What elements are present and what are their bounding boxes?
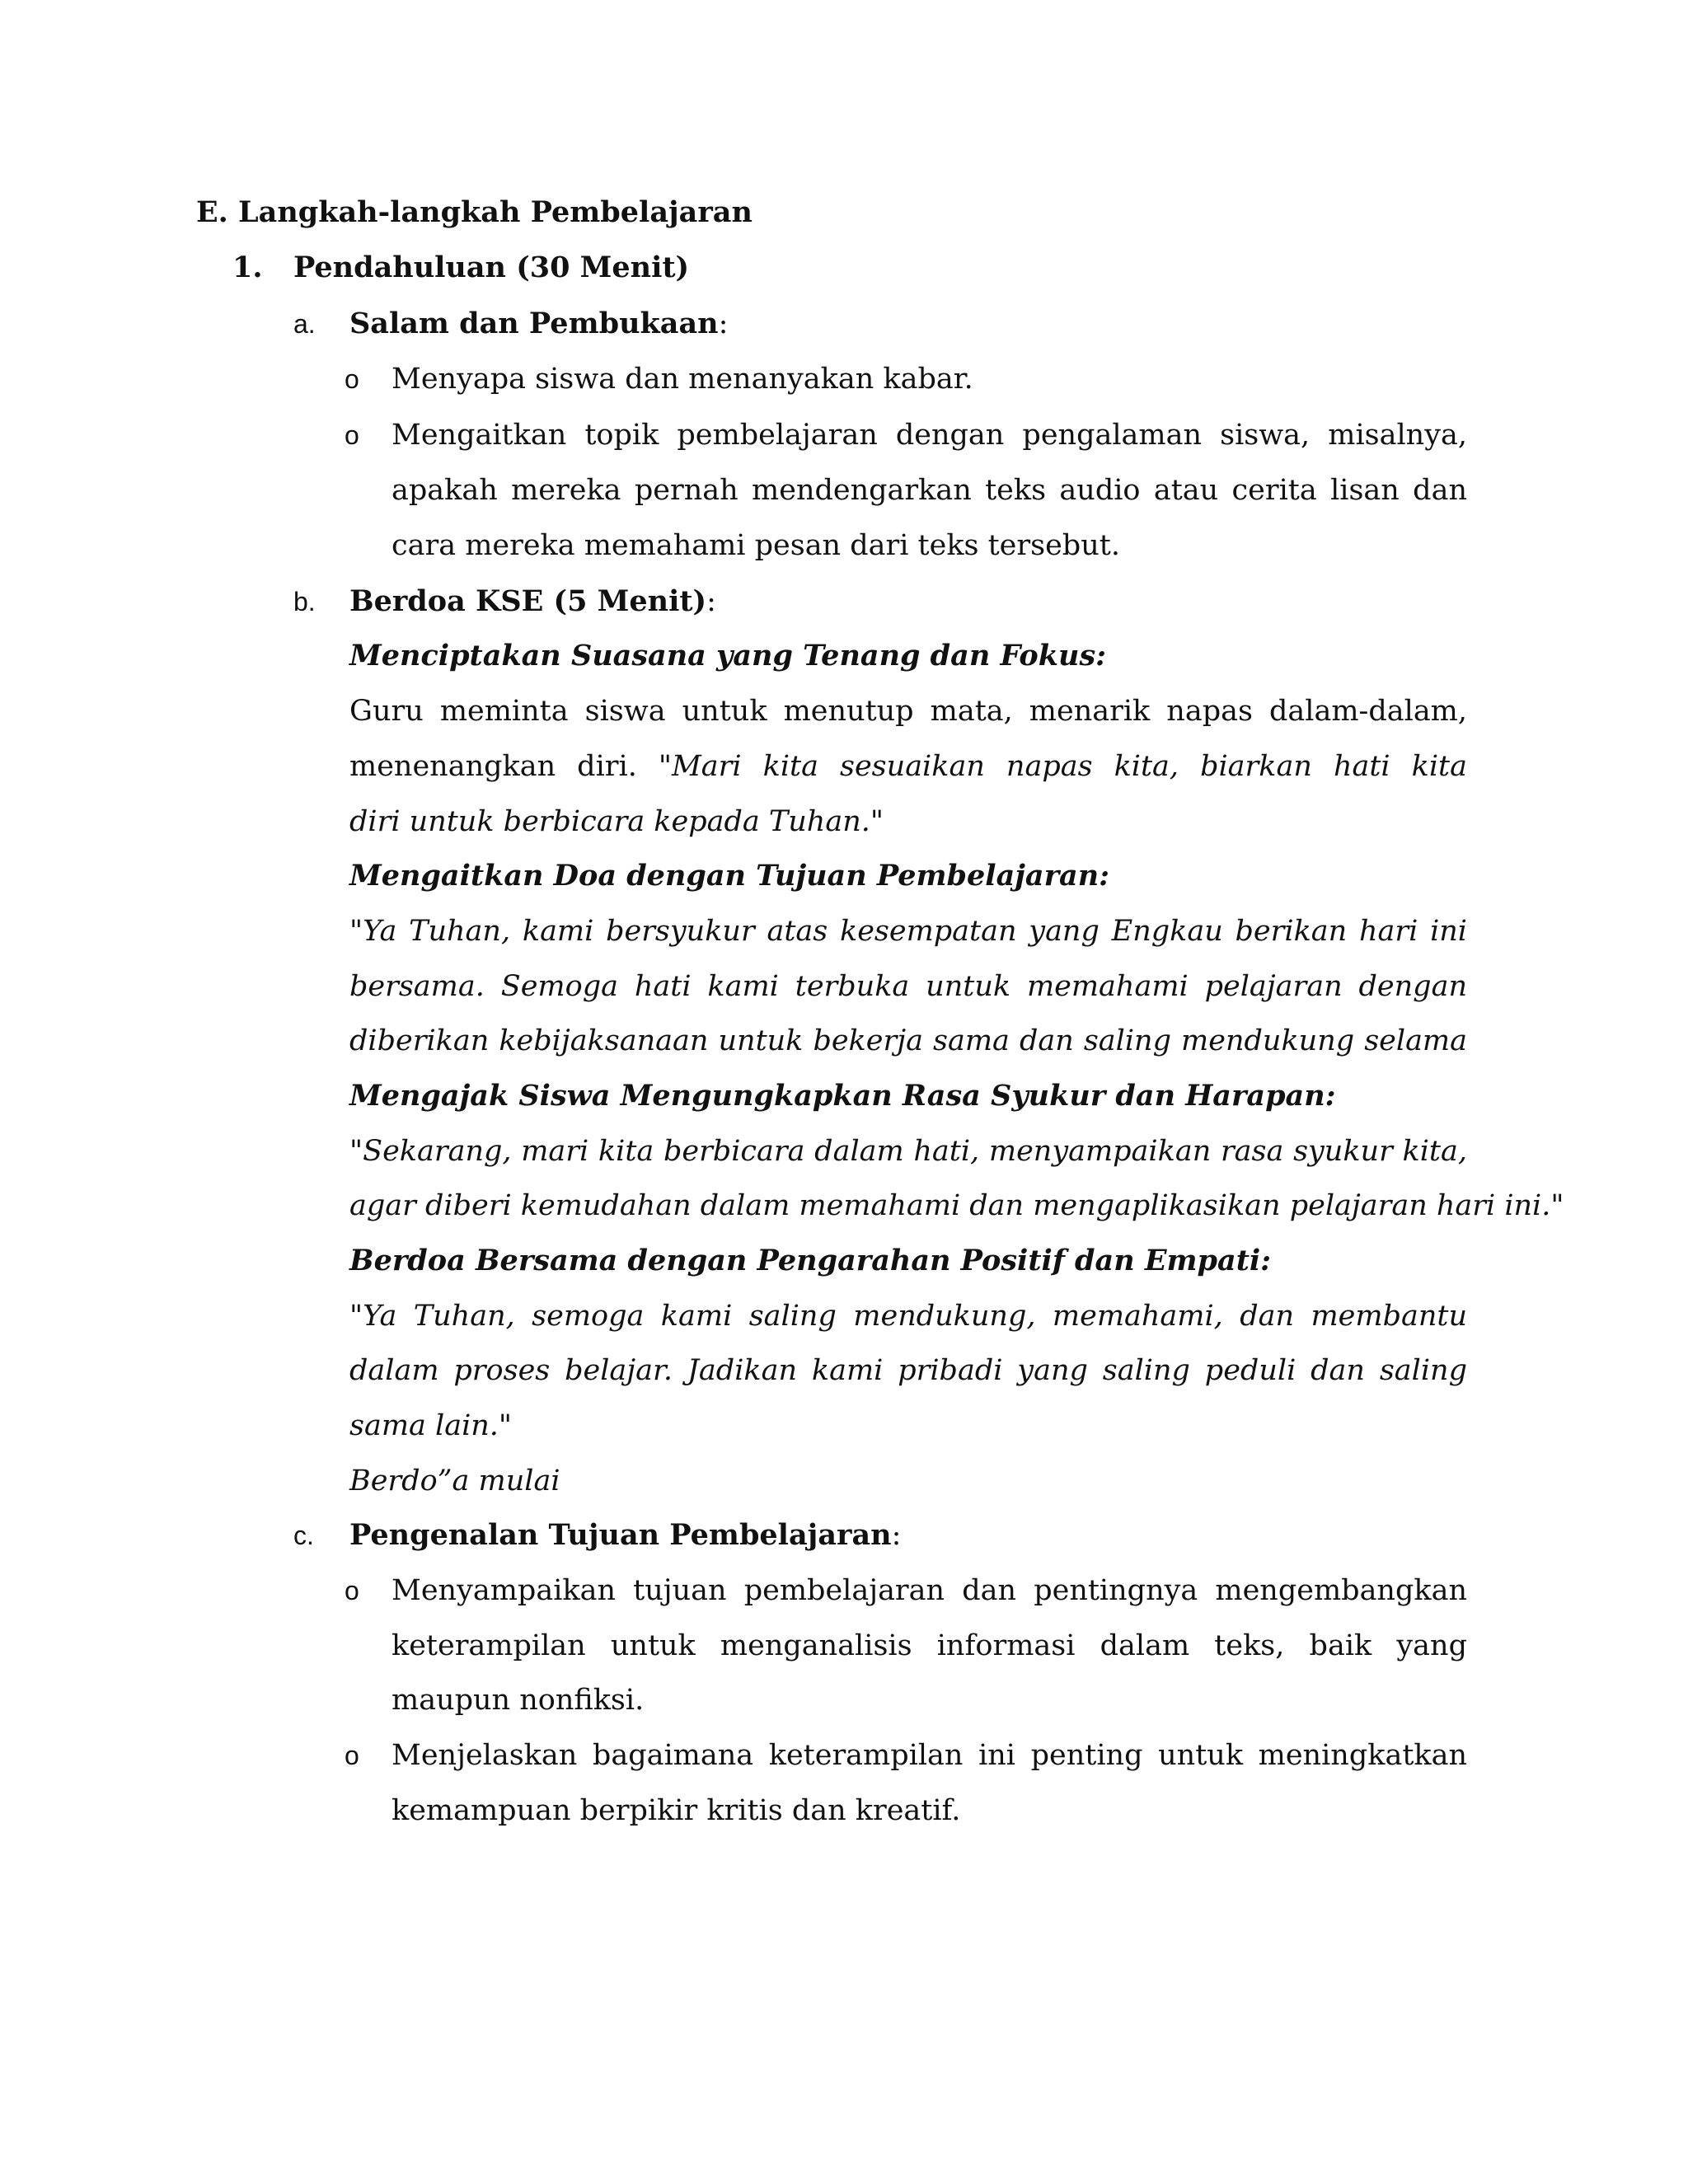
subitem-marker: b. <box>293 587 316 616</box>
paragraph-text: menenangkan diri. " <box>349 750 672 783</box>
bullet-text: Menyapa siswa dan menanyakan kabar. <box>392 363 973 396</box>
subitem-title: Salam dan Pembukaan <box>349 307 719 340</box>
subitem-colon: : <box>891 1519 902 1552</box>
bullet-text-line: Mengaitkan topik pembelajaran dengan pengalaman siswa, misalnya, <box>392 419 1467 452</box>
quote-line: dalam proses belajar. Jadikan kami pribadi yang saling peduli dan saling <box>349 1354 1467 1387</box>
quote-text: Mari kita sesuaikan napas kita, biarkan hati kita <box>671 750 1467 783</box>
quote-line: "Ya Tuhan, semoga kami saling mendukung, memahami, dan membantu <box>349 1300 1467 1333</box>
bullet-marker: o <box>345 1741 359 1770</box>
quote-line: diri untuk berbicara kepada Tuhan." <box>349 805 884 838</box>
subitem-heading <box>349 581 716 622</box>
bullet-text-line: cara mereka memahami pesan dari teks tersebut. <box>392 529 1120 562</box>
subitem-title: Pengenalan Tujuan Pembelajaran <box>349 1518 892 1552</box>
quote-line: bersama. Semoga hati kami terbuka untuk memahami pelajaran dengan <box>349 970 1467 1003</box>
prayer-heading: Menciptakan Suasana yang Tenang dan Fokus: <box>349 639 1107 673</box>
prayer-heading: Mengaitkan Doa dengan Tujuan Pembelajaran: <box>349 859 1110 893</box>
bullet-text-line: apakah mereka pernah mendengarkan teks audio atau cerita lisan dan <box>392 474 1467 507</box>
bullet-text-line: keterampilan untuk menganalisis informasi dalam teks, baik yang <box>392 1629 1467 1662</box>
section-heading: E. Langkah-langkah Pembelajaran <box>196 195 753 229</box>
quote-line: sama lain." <box>349 1409 513 1442</box>
subitem-marker: c. <box>293 1521 314 1550</box>
subitem-heading <box>349 1515 901 1556</box>
bullet-marker: o <box>345 364 359 394</box>
paragraph-line <box>349 746 1467 787</box>
subitem-heading <box>349 303 728 344</box>
bullet-text-line: Menjelaskan bagaimana keterampilan ini penting untuk meningkatkan <box>392 1739 1467 1772</box>
paragraph-line: Guru meminta siswa untuk menutup mata, menarik napas dalam-dalam, <box>349 695 1467 728</box>
subitem-colon: : <box>706 585 716 618</box>
closing-line: Berdo”a mulai <box>349 1465 560 1497</box>
quote-line: "Ya Tuhan, kami bersyukur atas kesempatan yang Engkau berikan hari ini <box>349 915 1467 948</box>
quote-line: "Sekarang, mari kita berbicara dalam hati, menyampaikan rasa syukur kita, <box>349 1135 1467 1168</box>
prayer-heading: Berdoa Bersama dengan Pengarahan Positif dan Empati: <box>349 1244 1272 1277</box>
subitem-marker: a. <box>293 309 316 339</box>
quote-line: diberikan kebijaksanaan untuk bekerja sama dan saling mendukung selama <box>349 1024 1467 1057</box>
quote-line: agar diberi kemudahan dalam memahami dan mengaplikasikan pelajaran hari ini." <box>349 1189 1564 1222</box>
item-title: Pendahuluan (30 Menit) <box>293 251 690 284</box>
prayer-heading: Mengajak Siswa Mengungkapkan Rasa Syukur dan Harapan: <box>349 1079 1336 1113</box>
bullet-text-line: kemampuan berpikir kritis dan kreatif. <box>392 1794 961 1827</box>
bullet-text-line: Menyampaikan tujuan pembelajaran dan pentingnya mengembangkan <box>392 1574 1467 1607</box>
subitem-title: Berdoa KSE (5 Menit) <box>349 584 707 618</box>
bullet-text-line: maupun nonfiksi. <box>392 1684 645 1717</box>
subitem-colon: : <box>718 307 729 340</box>
item-number: 1. <box>232 251 263 284</box>
bullet-marker: o <box>345 420 359 450</box>
bullet-marker: o <box>345 1576 359 1605</box>
